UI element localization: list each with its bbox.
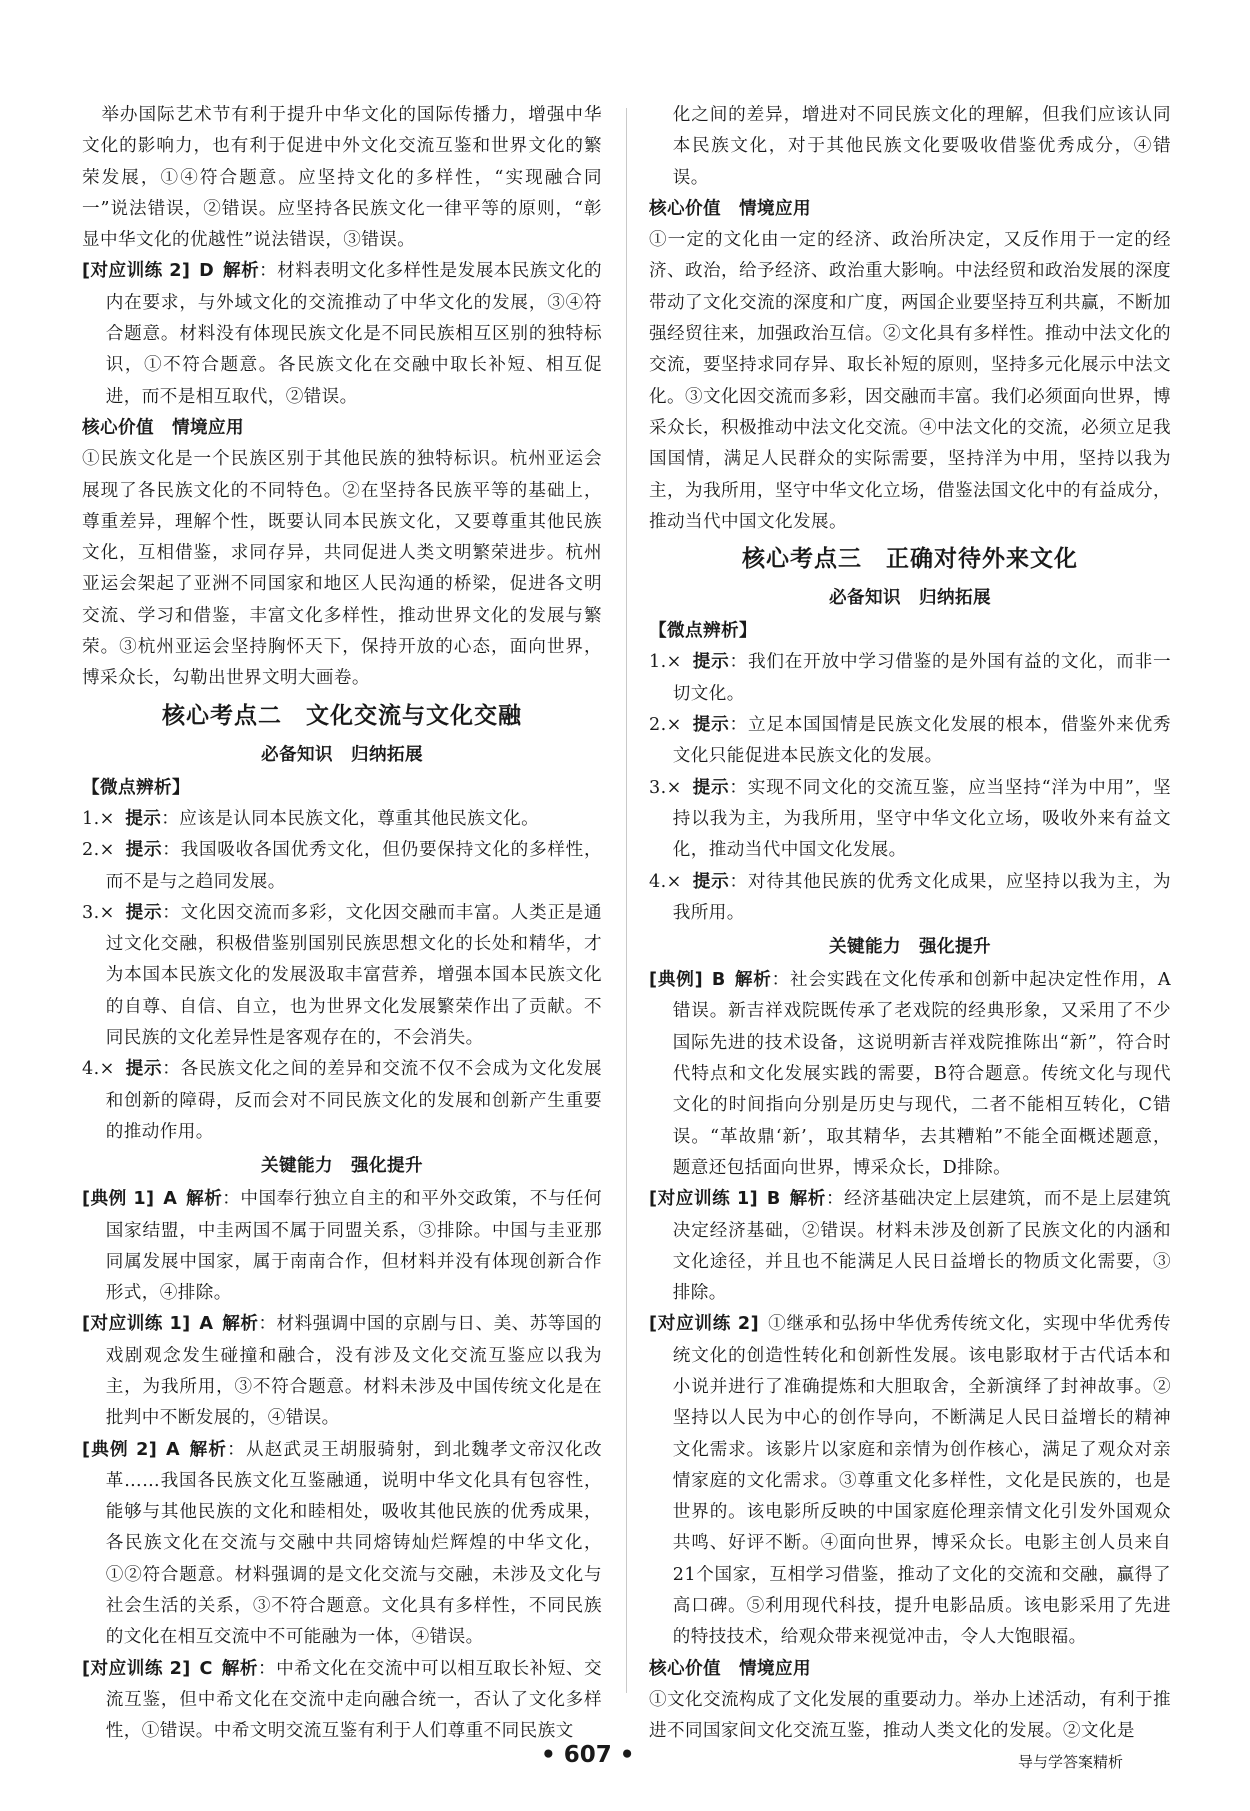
item-number: 4.× [82,1059,115,1080]
item-text: ：对待其他民族的优秀文化成果，应坚持以我为主，为我所用。 [672,871,1171,923]
tag: [对应训练 2] [82,261,191,282]
list-item [82,835,602,898]
list-item [82,898,602,1054]
keyword: 解析 [734,970,772,991]
paragraph: 举办国际艺术节有利于提升中华文化的国际传播力，增强中华文化的影响力，也有利于促进中外文化交流互鉴和世界文化的繁荣发展，①④符合题意。应坚持文化的多样性，“实现融合同一”说法错误，②错误。应坚持各民族文化一律平等的原则，“彰显中华文化的优越性”说法错误，③错误。 [82,105,602,251]
keyword: 提示 [125,1059,163,1080]
answer-letter: A [165,1439,181,1460]
paragraph: 化之间的差异，增进对不同民族文化的理解，但我们应该认同本民族文化，对于其他民族文化要吸收借鉴优秀成分，④错误。 [672,105,1171,188]
example-2-answer [82,1435,602,1654]
keyword: 提示 [125,808,162,829]
list-item [649,710,1171,773]
item-number: 3.× [82,902,115,923]
item-number: 4.× [649,871,682,892]
answer-text: ：从赵武灵王胡服骑射，到北魏孝文帝汉化改革……我国各民族文化互鉴融通，说明中华文化具有包容性，能够与其他民族的文化和睦相处，吸收其他民族的优秀成果，各民族文化在交流与交融中共同熔铸灿烂辉煌的中华文化，①②符合题意。材料强调的是文化交流与交融，未涉及文化与社会生活的关系，③不符合题意。文化具有多样性，不同民族的文化在相互交流中不可能融为一体，④错误。 [105,1439,602,1648]
micro-analysis-label: 【微点辨析】 [82,777,190,798]
micro-analysis-label: 【微点辨析】 [649,621,757,642]
answer-text: ：材料表明文化多样性是发展本民族文化的内在要求，与外域文化的交流推动了中华文化的发展，③④符合题意。材料没有体现民族文化是不同民族相互区别的独特标识，①不符合题意。各民族文化在交融中取长补短、相互促进，而不是相互取代，②错误。 [105,261,602,407]
keyword: 解析 [222,1314,259,1335]
tag: [典例] [649,970,704,991]
item-text: ：我们在开放中学习借鉴的是外国有益的文化，而非一切文化。 [672,652,1171,704]
right-column [649,100,1171,1748]
tag: [对应训练 2] [649,1314,760,1335]
training-1-answer [82,1309,602,1434]
answer-text: ：材料强调中国的京剧与日、美、苏等国的戏剧观念发生碰撞和融合，没有涉及文化交流互鉴应以我为主，为我所用，③不符合题意。材料未涉及中国传统文化是在批判中不断发展的，④错误。 [105,1314,602,1429]
keyword: 提示 [692,715,730,736]
section-title: 核心考点三 正确对待外来文化 [742,546,1078,573]
tag: [对应训练 2] [82,1658,191,1679]
example-answer [649,965,1171,1184]
answer-letter: C [199,1658,213,1679]
item-number: 1.× [649,652,682,673]
keyword: 提示 [692,871,730,892]
item-number: 3.× [649,777,682,798]
list-item [649,647,1171,710]
core-value-label: 核心价值 情境应用 [649,1658,811,1679]
column-divider [626,108,627,1693]
subsection-title: 关键能力 强化提升 [829,937,991,958]
core-value-text: ①民族文化是一个民族区别于其他民族的独特标识。杭州亚运会展现了各民族文化的不同特色。②在坚持各民族平等的基础上，尊重差异，理解个性，既要认同本民族文化，又要尊重其他民族文化，互相借鉴，求同存异，共同促进人类文明繁荣进步。杭州亚运会架起了亚洲不同国家和地区人民沟通的桥梁，促进各文明交流、学习和借鉴，丰富文化多样性，推动世界文化的发展与繁荣。③杭州亚运会坚持胸怀天下，保持开放的心态，面向世界，博采众长，勾勒出世界文明大画卷。 [82,449,602,689]
subsection-title: 必备知识 归纳拓展 [829,588,991,609]
keyword: 提示 [125,902,163,923]
item-text: ：文化因交流而多彩，文化因交融而丰富。人类正是通过文化交融，积极借鉴别国别民族思想文化的长处和精华，才为本国本民族文化的发展汲取丰富营养，增强本国本民族文化的自尊、自信、自立，也为世界文化发展繁荣作出了贡献。不同民族的文化差异性是客观存在的，不会消失。 [105,902,602,1049]
item-text: ：各民族文化之间的差异和交流不仅不会成为文化发展和创新的障碍，反而会对不同民族文化的发展和创新产生重要的推动作用。 [105,1059,602,1142]
keyword: 提示 [692,652,730,673]
item-number: 1.× [82,808,115,829]
keyword: 解析 [221,1658,258,1679]
answer-text: ①继承和弘扬中华优秀传统文化，实现中华优秀传统文化的创造性转化和创新性发展。该电影取材于古代话本和小说并进行了准确提炼和大胆取舍，全新演绎了封神故事。②坚持以人民为中心的创作导向，不断满足人民日益增长的精神文化需求。该影片以家庭和亲情为创作核心，满足了观众对亲情家庭的文化需求。③尊重文化多样性，文化是民族的，也是世界的。该电影所反映的中国家庭伦理亲情文化引发外国观众共鸣、好评不断。④面向世界，博采众长。电影主创人员来自21个国家，互相学习借鉴，推动了文化的交流和交融，赢得了高口碑。⑤利用现代科技，提升电影品质。该电影采用了先进的特技技术，给观众带来视觉冲击，令人大饱眼福。 [672,1314,1171,1648]
keyword: 解析 [186,1189,223,1210]
list-item [649,867,1171,930]
footer-note: 导与学答案精析 [1018,1753,1124,1771]
core-value-label: 核心价值 情境应用 [82,417,244,438]
tag: [对应训练 1] [82,1314,191,1335]
page-number: • 607 • [541,1742,635,1768]
core-value-text: ①一定的文化由一定的经济、政治所决定，又反作用于一定的经济、政治，给予经济、政治重大影响。中法经贸和政治发展的深度带动了文化交流的深度和广度，两国企业要坚持互利共赢，不断加强经贸往来，加强政治互信。②文化具有多样性。推动中法文化的交流，要坚持求同存异、取长补短的原则，坚持多元化展示中法文化。③文化因交流而多彩，因交融而丰富。我们必须面向世界，博采众长，积极推动中法文化交流。④中法文化的交流，必须立足我国国情，满足人民群众的实际需要，坚持洋为中用，坚持以我为主，为我所用，坚守中华文化立场，借鉴法国文化中的有益成分，推动当代中国文化发展。 [649,230,1171,532]
answer-letter: A [199,1314,214,1335]
training-2-answer [82,256,602,412]
keyword: 解析 [789,1189,826,1210]
keyword: 提示 [692,777,730,798]
item-text: ：实现不同文化的交流互鉴，应当坚持“洋为中用”，坚持以我为主，为我所用，坚守中华文化立场，吸收外来有益文化，推动当代中国文化发展。 [672,777,1171,861]
answer-letter: A [163,1189,178,1210]
list-item [82,1054,602,1148]
training-2-answer [649,1309,1171,1653]
keyword: 解析 [222,261,260,282]
example-1-answer [82,1184,602,1309]
training-2-answer [82,1654,602,1748]
answer-letter: D [199,261,215,282]
keyword: 解析 [188,1439,228,1460]
subsection-title: 关键能力 强化提升 [261,1156,423,1177]
answer-text: ：经济基础决定上层建筑，而不是上层建筑决定经济基础，②错误。材料未涉及创新了民族文化的内涵和文化途径，并且也不能满足人民日益增长的物质文化需要，③排除。 [672,1189,1171,1304]
answer-letter: B [711,970,726,991]
subsection-title: 必备知识 归纳拓展 [261,744,423,765]
answer-text: ：中国奉行独立自主的和平外交政策，不与任何国家结盟，中圭两国不属于同盟关系，③排除。中国与圭亚那同属发展中国家，属于南南合作，但材料并没有体现创新合作形式，④排除。 [105,1189,602,1304]
section-title: 核心考点二 文化交流与文化交融 [162,702,522,729]
item-text: ：应该是认同本民族文化，尊重其他民族文化。 [161,808,540,829]
tag: [典例 1] [82,1189,155,1210]
core-value-text: ①文化交流构成了文化发展的重要动力。举办上述活动，有利于推进不同国家间文化交流互鉴，推动人类文化的发展。②文化是 [649,1689,1171,1742]
item-text: ：我国吸收各国优秀文化，但仍要保持文化的多样性，而不是与之趋同发展。 [105,840,602,892]
item-text: ：立足本国国情是民族文化发展的根本，借鉴外来优秀文化只能促进本民族文化的发展。 [672,715,1171,767]
training-1-answer [649,1184,1171,1309]
list-item [649,773,1171,867]
left-column [82,100,602,1748]
answer-text: ：社会实践在文化传承和创新中起决定性作用，A错误。新吉祥戏院既传承了老戏院的经典形象，又采用了不少国际先进的技术设备，这说明新吉祥戏院推陈出“新”，符合时代特点和文化发展实践的需要，B符合题意。传统文化与现代文化的时间指向分别是历史与现代，二者不能相互转化，C错误。“革故鼎‘新’，取其精华，去其糟粕”不能全面概述题意，题意还包括面向世界，博采众长，D排除。 [672,970,1171,1178]
item-number: 2.× [649,715,682,736]
answer-text: ：中希文化在交流中可以相互取长补短、交流互鉴，但中希文化在交流中走向融合统一，否认了文化多样性，①错误。中希文明交流互鉴有利于人们尊重不同民族文 [105,1658,602,1742]
keyword: 提示 [125,840,163,861]
item-number: 2.× [82,840,115,861]
tag: [对应训练 1] [649,1189,759,1210]
core-value-label: 核心价值 情境应用 [649,198,811,219]
tag: [典例 2] [82,1439,158,1460]
answer-letter: B [766,1189,781,1210]
list-item [82,804,602,835]
